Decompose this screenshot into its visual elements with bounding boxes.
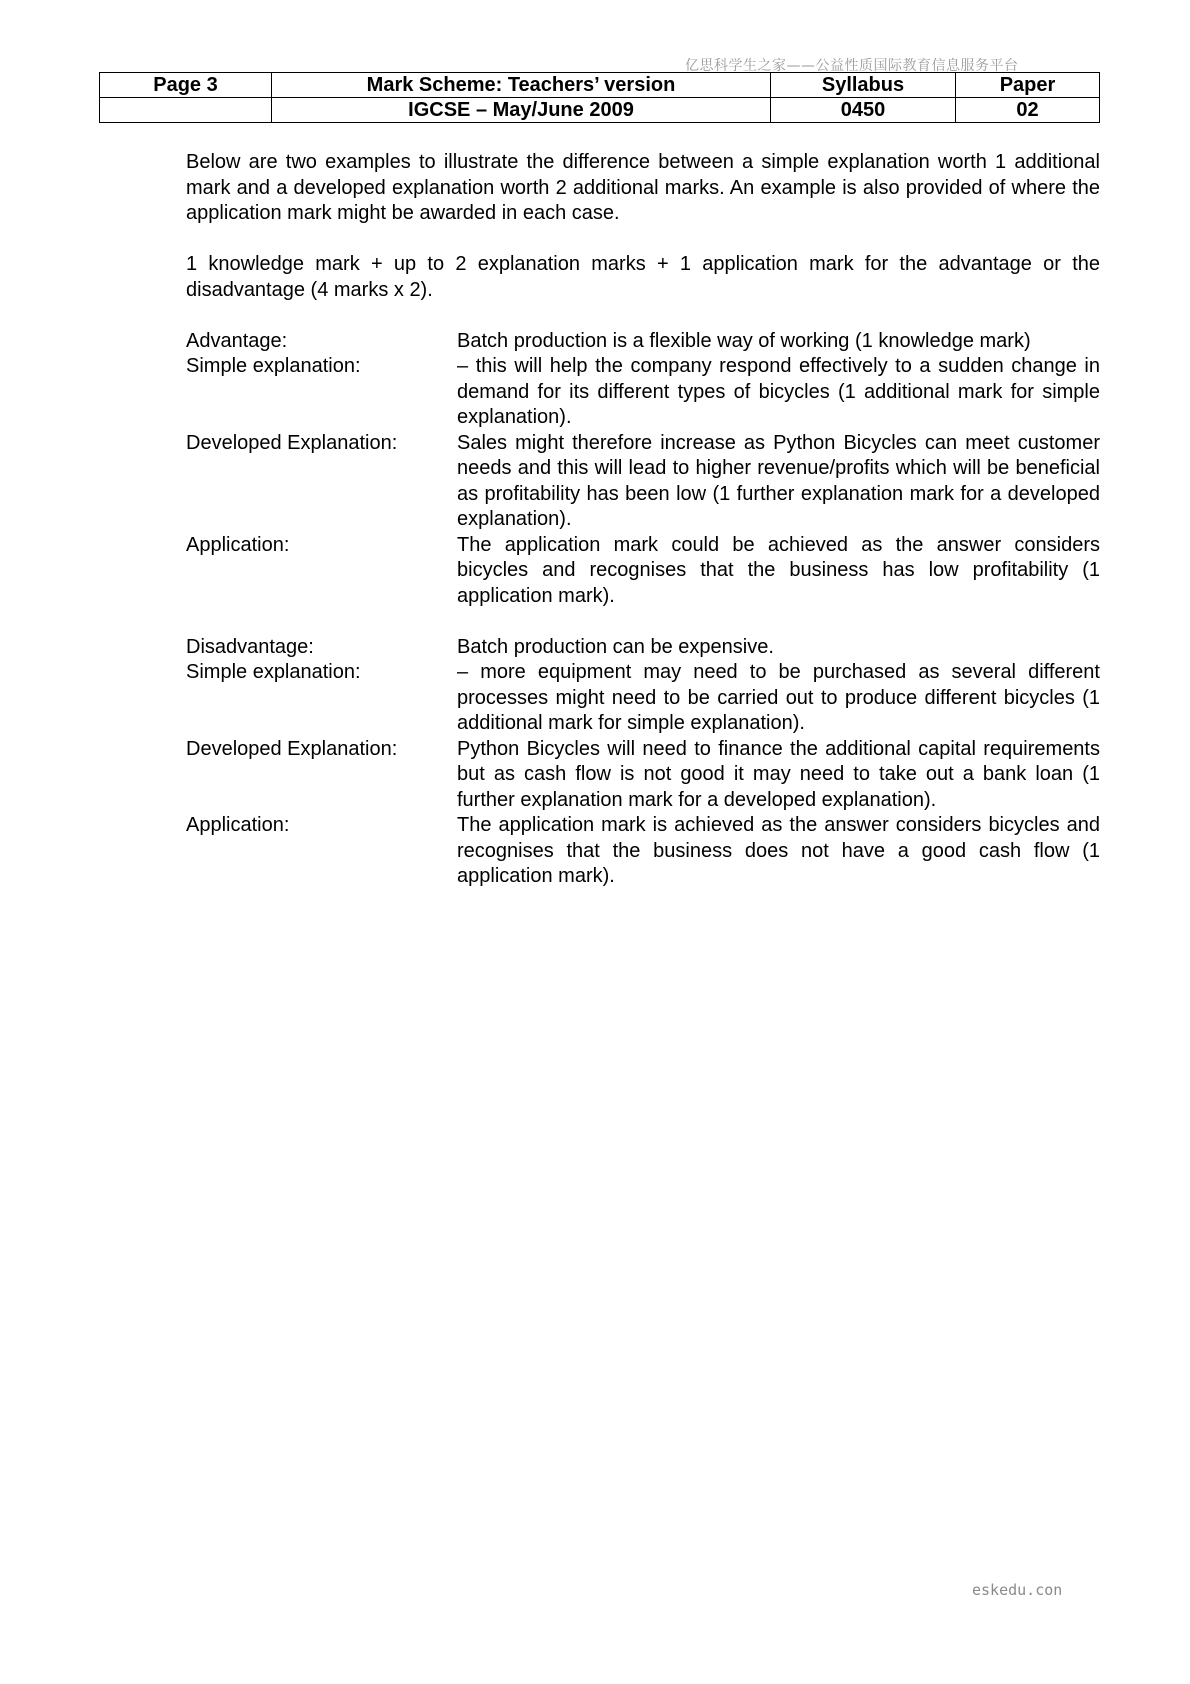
row-text: The application mark is achieved as the answer considers bicycles and recognises that the business does not have a good cash flow (1 application mark). (457, 814, 1100, 887)
row-text: Python Bicycles will need to finance the additional capital requirements but as cash flow is not good it may need to take out a bank loan (1 further explanation mark for a developed explanation). (457, 737, 1100, 811)
row-label: Application: (186, 814, 290, 836)
header-syllabus-label: Syllabus (771, 73, 956, 98)
watermark-bottom: eskedu.con (972, 1581, 1063, 1599)
developed-explanation-row (186, 737, 1100, 814)
main-content (186, 150, 1100, 890)
header-row-1 (100, 73, 1100, 98)
header-row-2 (100, 98, 1100, 123)
row-label: Disadvantage: (186, 635, 314, 658)
header-table (99, 72, 1100, 123)
disadvantage-section (186, 635, 1100, 890)
row-text: Batch production can be expensive. (457, 635, 774, 658)
application-row (186, 533, 1100, 610)
header-syllabus-code: 0450 (771, 98, 956, 123)
row-text: The application mark could be achieved as the answer considers bicycles and recognises that the business has low profitability (1 application mark). (457, 533, 1100, 607)
row-label: Simple explanation: (186, 355, 361, 377)
row-text: Sales might therefore increase as Python Bicycles can meet customer needs and this will lead to higher revenue/profits which will be beneficial as profitability has been low (1 further explanation mark for a developed explanation). (457, 431, 1100, 530)
row-label: Application: (186, 533, 290, 556)
simple-explanation-row (186, 354, 1100, 431)
row-label: Developed Explanation: (186, 737, 398, 760)
disadvantage-row (186, 635, 1100, 661)
header-paper-number: 02 (956, 98, 1100, 123)
application-row (186, 813, 1100, 890)
developed-explanation-row (186, 431, 1100, 533)
row-label: Advantage: (186, 329, 288, 352)
intro-paragraph: Below are two examples to illustrate the difference between a simple explanation worth 1 additional mark and a developed explanation worth 2 additional marks. An example is also provided of where the application mark might be awarded in each case. (186, 151, 1100, 224)
header-empty-cell (100, 98, 272, 123)
row-label: Developed Explanation: (186, 431, 398, 454)
header-page: Page 3 (100, 73, 272, 98)
row-text: – more equipment may need to be purchased as several different processes might need to be carried out to produce different bicycles (1 additional mark for simple explanation). (457, 661, 1100, 734)
watermark-top: 亿思科学生之家——公益性质国际教育信息服务平台 (685, 58, 1019, 74)
header-title: Mark Scheme: Teachers’ version (272, 73, 771, 98)
header-exam: IGCSE – May/June 2009 (272, 98, 771, 123)
header-paper-label: Paper (956, 73, 1100, 98)
advantage-row (186, 329, 1100, 355)
row-label: Simple explanation: (186, 661, 361, 683)
advantage-section (186, 329, 1100, 610)
row-text: – this will help the company respond effectively to a sudden change in demand for its different types of bicycles (1 additional mark for simple explanation). (457, 355, 1100, 428)
marks-rule-paragraph: 1 knowledge mark + up to 2 explanation marks + 1 application mark for the advantage or the disadvantage (4 marks x 2). (186, 253, 1100, 301)
section-gap (186, 609, 1100, 635)
simple-explanation-row (186, 660, 1100, 737)
row-text: Batch production is a flexible way of working (1 knowledge mark) (457, 329, 1031, 352)
